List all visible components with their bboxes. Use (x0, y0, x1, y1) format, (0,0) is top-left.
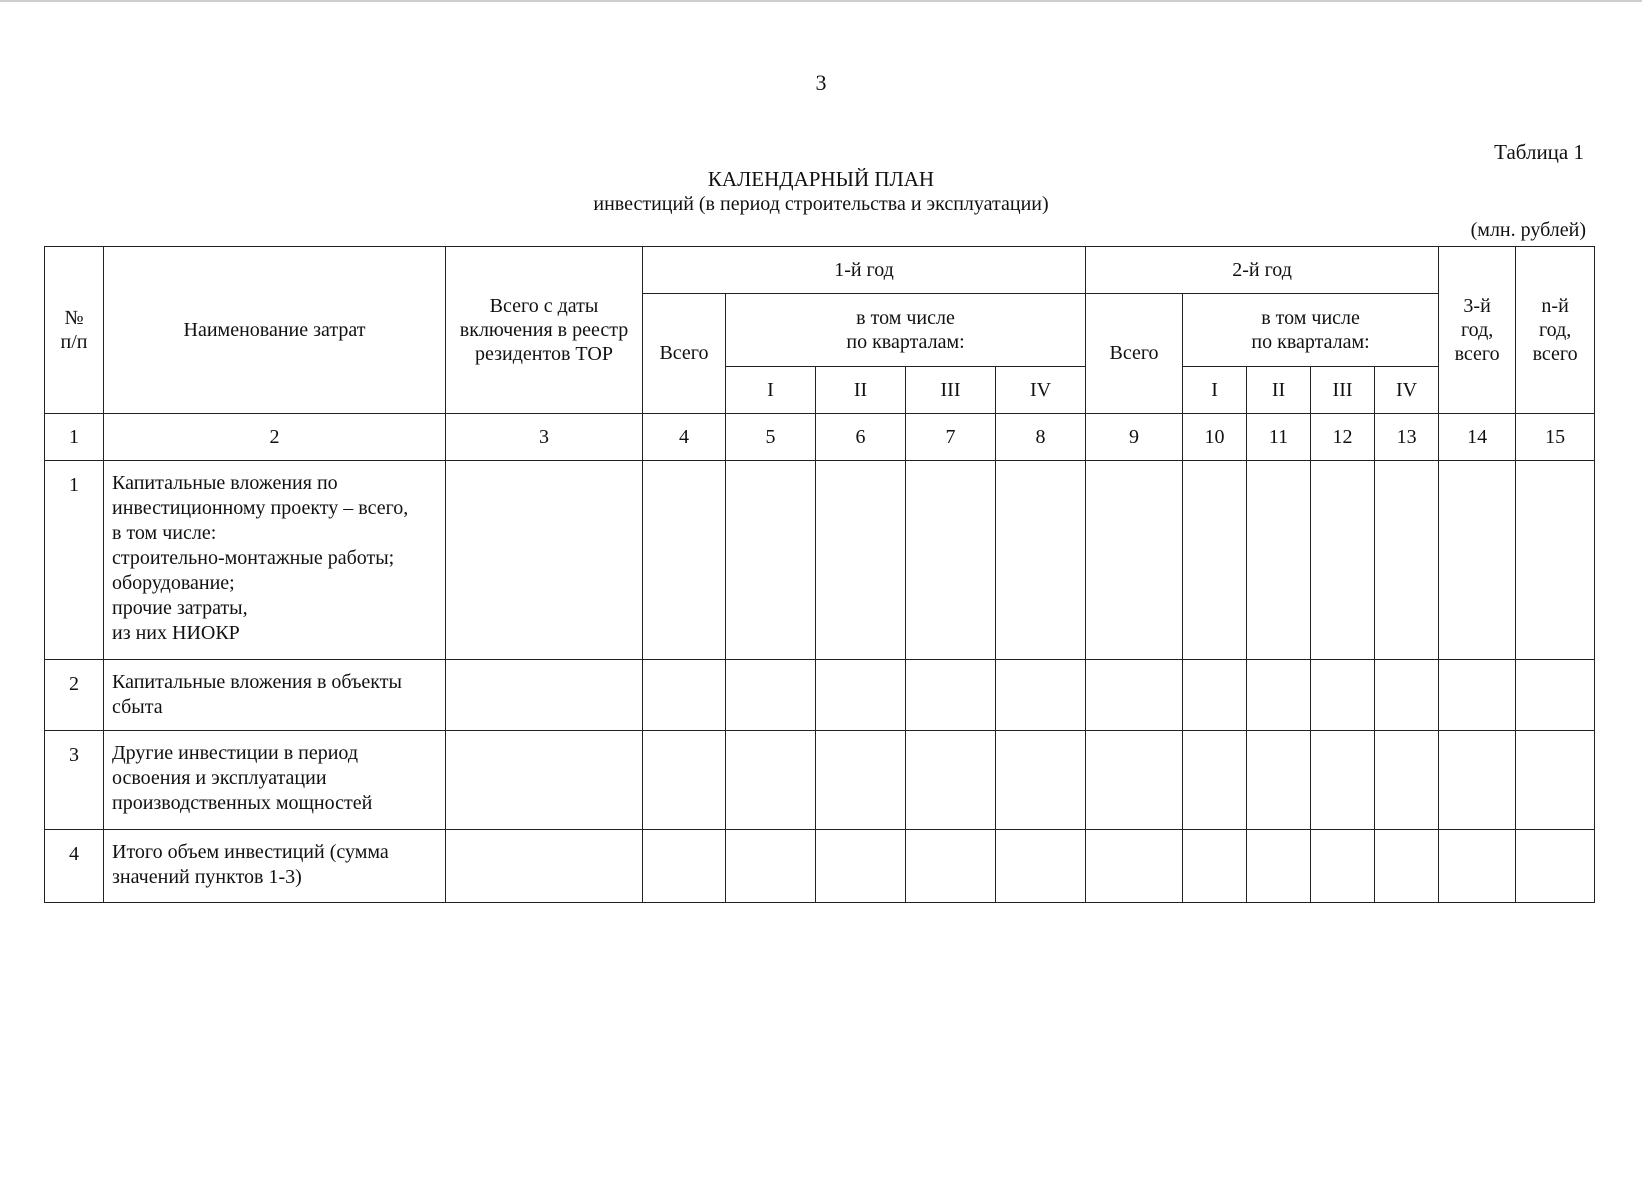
header-y1-quarter-1: I (726, 367, 816, 414)
empty-cell (1439, 461, 1516, 660)
column-number: 2 (104, 414, 446, 461)
empty-cell (643, 731, 726, 830)
empty-cell (1439, 660, 1516, 731)
table-row (45, 830, 1595, 903)
empty-cell (446, 830, 643, 903)
empty-cell (1183, 461, 1247, 660)
header-total-since-registry: Всего с даты включения в реестр резидентов ТОР (446, 247, 643, 414)
cost-name: Капитальные вложения по инвестиционному проекту – всего, в том числе: строительно-монтажные работы; оборудование; прочие затраты, из них НИОКР (104, 461, 446, 660)
page-number: 3 (815, 70, 827, 95)
empty-cell (446, 660, 643, 731)
row-number: 4 (45, 830, 104, 903)
column-number: 4 (643, 414, 726, 461)
column-number: 3 (446, 414, 643, 461)
empty-cell (1247, 731, 1311, 830)
empty-cell (1516, 660, 1595, 731)
empty-cell (1516, 461, 1595, 660)
empty-cell (643, 660, 726, 731)
row-number: 3 (45, 731, 104, 830)
empty-cell (906, 731, 996, 830)
empty-cell (1439, 830, 1516, 903)
empty-cell (1311, 660, 1375, 731)
table-row (45, 731, 1595, 830)
empty-cell (816, 660, 906, 731)
header-year-1: 1-й год (643, 247, 1086, 294)
empty-cell (1375, 660, 1439, 731)
column-numbers-row (45, 414, 1595, 461)
empty-cell (906, 461, 996, 660)
cost-name: Капитальные вложения в объекты сбыта (104, 660, 446, 731)
empty-cell (1247, 461, 1311, 660)
empty-cell (446, 731, 643, 830)
column-number: 5 (726, 414, 816, 461)
table-label: Таблица 1 (1494, 140, 1584, 164)
empty-cell (1183, 830, 1247, 903)
top-scan-rule (0, 0, 1642, 2)
empty-cell (906, 830, 996, 903)
empty-cell (643, 830, 726, 903)
row-number: 2 (45, 660, 104, 731)
column-number: 13 (1375, 414, 1439, 461)
empty-cell (906, 660, 996, 731)
header-year-2: 2-й год (1086, 247, 1439, 294)
empty-cell (1086, 731, 1183, 830)
empty-cell (816, 830, 906, 903)
empty-cell (1311, 830, 1375, 903)
empty-cell (726, 660, 816, 731)
empty-cell (1086, 461, 1183, 660)
empty-cell (816, 461, 906, 660)
empty-cell (1439, 731, 1516, 830)
column-number: 14 (1439, 414, 1516, 461)
empty-cell (1247, 660, 1311, 731)
column-number: 9 (1086, 414, 1183, 461)
column-number: 7 (906, 414, 996, 461)
empty-cell (816, 731, 906, 830)
empty-cell (446, 461, 643, 660)
header-year-3-total: 3-й год, всего (1439, 247, 1516, 414)
calendar-plan-table (44, 246, 1595, 903)
header-y2-quarter-4: IV (1375, 367, 1439, 414)
document-title: КАЛЕНДАРНЫЙ ПЛАН (707, 167, 935, 191)
empty-cell (1311, 731, 1375, 830)
cost-name: Другие инвестиции в период освоения и эксплуатации производственных мощностей (104, 731, 446, 830)
empty-cell (1516, 830, 1595, 903)
empty-cell (726, 830, 816, 903)
table-row (45, 660, 1595, 731)
header-year-2-quarters-caption: в том числе по кварталам: (1183, 294, 1439, 367)
empty-cell (1375, 731, 1439, 830)
empty-cell (726, 461, 816, 660)
column-number: 10 (1183, 414, 1247, 461)
empty-cell (726, 731, 816, 830)
header-year-2-total: Всего (1086, 294, 1183, 414)
cost-name: Итого объем инвестиций (сумма значений пунктов 1-3) (104, 830, 446, 903)
document-subtitle: инвестиций (в период строительства и эксплуатации) (593, 193, 1049, 215)
units-note: (млн. рублей) (1470, 219, 1586, 241)
empty-cell (996, 660, 1086, 731)
header-y2-quarter-3: III (1311, 367, 1375, 414)
empty-cell (996, 731, 1086, 830)
header-row-years (45, 247, 1595, 294)
column-number: 8 (996, 414, 1086, 461)
column-number: 11 (1247, 414, 1311, 461)
header-y2-quarter-1: I (1183, 367, 1247, 414)
row-number: 1 (45, 461, 104, 660)
column-number: 15 (1516, 414, 1595, 461)
header-y1-quarter-2: II (816, 367, 906, 414)
empty-cell (1375, 830, 1439, 903)
column-number: 1 (45, 414, 104, 461)
empty-cell (1183, 731, 1247, 830)
empty-cell (996, 461, 1086, 660)
header-year-1-quarters-caption: в том числе по кварталам: (726, 294, 1086, 367)
empty-cell (1311, 461, 1375, 660)
empty-cell (1086, 660, 1183, 731)
column-number: 12 (1311, 414, 1375, 461)
header-y1-quarter-4: IV (996, 367, 1086, 414)
empty-cell (1516, 731, 1595, 830)
empty-cell (1375, 461, 1439, 660)
header-cost-name: Наименование затрат (104, 247, 446, 414)
header-number: № п/п (45, 247, 104, 414)
header-y2-quarter-2: II (1247, 367, 1311, 414)
empty-cell (1247, 830, 1311, 903)
column-number: 6 (816, 414, 906, 461)
empty-cell (643, 461, 726, 660)
empty-cell (1183, 660, 1247, 731)
header-year-n-total: n-й год, всего (1516, 247, 1595, 414)
header-y1-quarter-3: III (906, 367, 996, 414)
empty-cell (996, 830, 1086, 903)
table-row (45, 461, 1595, 660)
empty-cell (1086, 830, 1183, 903)
header-year-1-total: Всего (643, 294, 726, 414)
